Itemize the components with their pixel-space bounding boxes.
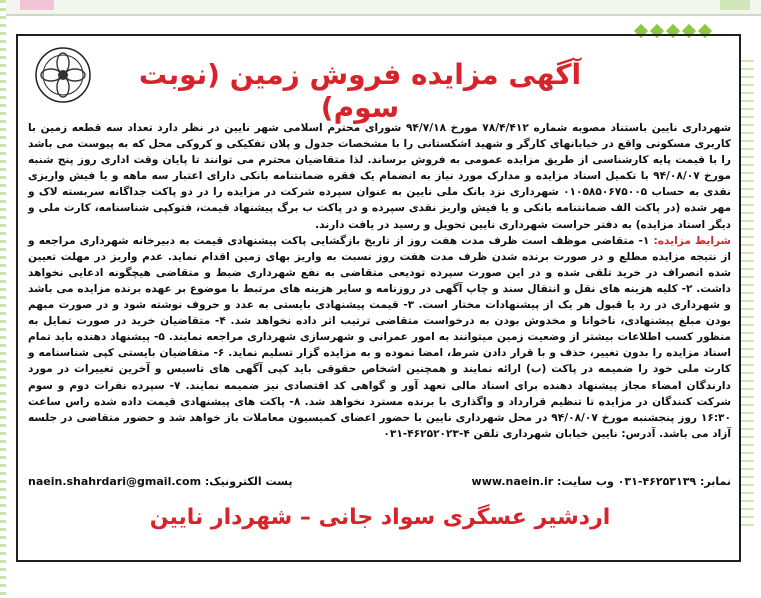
email-group: [28, 474, 292, 489]
email-label: پست الکترونیک:: [204, 475, 293, 488]
website-link[interactable]: www.naein.ir: [471, 475, 554, 488]
fax-website-label: [472, 474, 731, 489]
right-decor-border: [740, 60, 754, 530]
decor-block: [720, 0, 750, 10]
top-border-strip: [0, 0, 761, 16]
conditions-label: شرایط مزایده:: [653, 234, 731, 247]
conditions-text: ۱- متقاضی موظف است ظرف مدت هفت روز از تاریخ بازگشایی پاکت پیشنهادی قیمت به دبیرخانه شهرداری مراجعه و از نتیجه مزایده مطلع و در صورت برنده شدن ظرف مدت هفت روز نسبت به واریز بهای زمین اقدام نماید. عدم واریز در مهلت تعیین شده انصراف در خرید تلقی شده و در این صورت سپرده تودیعی متقاضی به نفع شهرداری ضبط و متقاضی هیچگونه ادعایی نخواهد داشت. ۲- کلیه هزینه های نقل و انتقال سند و چاپ آگهی در روزنامه و سایر هزینه های مرتبط با موضوع بر عهده برنده مزایده می باشد و شهرداری در رد یا قبول هر یک از پیشنهادات مختار است. ۳- قیمت پیشنهادی بایستی به عدد و حروف نوشته شود و در صورت مبهم بودن مبلغ پیشنهادی، ناخوانا و مخدوش بودن به درخواست متقاضی ترتیب اثر داده نخواهد شد. ۴- متقاضیان خرید در صورت تمایل به منظور کسب اطلاعات بیشتر از وضعیت زمین میتوانند به امور عمرانی و شهرسازی شهرداری مراجعه نمایند. ۵- پیشنهاد دهنده باید تمام اسناد مزایده را بدون تغییر، حذف و با قرار دادن شرط، امضا نموده و به مزایده گزار تسلیم نماید. ۶- متقاضیان بایستی کپی شناسنامه و کارت ملی خود را ضمیمه در پاکت (ب) ارائه نمایند و همچنین اشخاص حقوقی باید کپی آگهی های تاسیس و آخرین تغییرات در مورد دارندگان امضاء مجاز پیشنهاد دهنده برای اسناد مالی تعهد آور و گواهی کد اقتصادی نیز ضمیمه نمایند. ۷- سپرده نفرات دوم و سوم شرکت کنندگان در مزایده تا تنظیم قرارداد و واگذاری با برنده مسترد نخواهد شد. ۸- پاکت های پیشنهادی قیمت داده شده راس ساعت ۱۶:۳۰ روز پنجشنبه مورخ ۹۴/۰۸/۰۷ در محل شهرداری نایین با حضور اعضای کمیسیون معاملات باز خواهد شد و حضور متقاضی در جلسه آزاد می باشد. آدرس: نایین خیابان شهرداری تلفن ۴-۴۶۲۵۲۰۲۳-۰۳۱: [28, 234, 731, 440]
intro-paragraph: شهرداری نایین باستناد مصوبه شماره ۷۸/۴/۴۱۲ مورخ ۹۴/۷/۱۸ شورای محترم اسلامی شهر نایین در نظر دارد تعداد سه قطعه زمین با کاربری مسکونی واقع در خیابانهای کارگر و شهید اشکستانی را با مشخصات جدول و پلان تفکیکی و کروکی محل که به پیوست می باشد را با قیمت پایه کارشناسی از طریق مزایده عمومی به فروش برساند. لذا متقاضیان محترم می توانند تا پایان وقت اداری روز پنج شنبه مورخ ۹۴/۰۸/۰۷ با تکمیل اسناد مزایده و مدارک مورد نیاز به انضمام یک فقره ضمانتنامه بانکی دارای اعتبار سه ماهه و یا فیش واریزی نقدی به حساب ۰۱۰۵۸۵۰۶۷۵۰۰۵ شهرداری نزد بانک ملی نایین به عنوان سپرده شرکت در مزایده را در دو پاکت جداگانه سربسته لاک و مهر شده (در پاکت الف ضمانتنامه بانکی و یا فیش واریز نقدی سپرده و در پاکت ب برگ پیشنهاد قیمت، فتوکپی شناسنامه، کارت ملی و دیگر اسناد مزایده) به دفتر حراست شهرداری نایین تحویل و رسید در یافت دارند.: [28, 122, 731, 231]
fax-text: نمابر: ۴۶۲۵۳۱۳۹-۰۳۱ وب سایت:: [557, 475, 731, 488]
ad-body: [28, 120, 731, 442]
municipality-logo-icon: [34, 46, 92, 104]
conditions-paragraph: [28, 233, 731, 442]
decor-block: [20, 0, 54, 10]
ad-title: آگهی مزایده فروش زمین (نوبت سوم): [138, 58, 582, 124]
email-link[interactable]: naein.shahrdari@gmail.com: [28, 475, 202, 488]
signature: اردشیر عسگری سواد جانی – شهردار نایین: [149, 505, 611, 530]
contact-line: [28, 474, 731, 489]
left-decor-border: [0, 0, 6, 598]
